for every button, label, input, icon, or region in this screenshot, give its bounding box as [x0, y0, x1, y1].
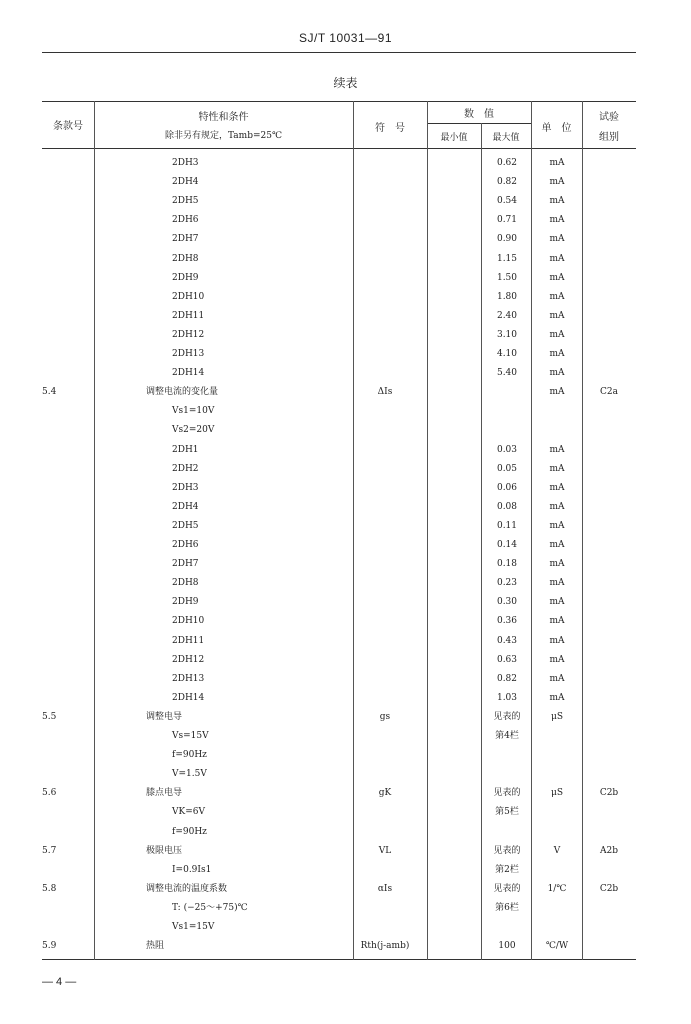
device-type: 2DH4: [172, 177, 199, 188]
max-value: 0.43: [496, 635, 518, 646]
unit-cell: mA: [549, 368, 565, 379]
device-type: 2DH10: [172, 616, 205, 627]
unit-cell: mA: [549, 177, 565, 188]
device-type: 2DH9: [172, 597, 199, 608]
characteristic-name: 调整电流的变化量: [146, 387, 219, 398]
max-value: 0.06: [496, 482, 518, 493]
col-divider-min: [481, 123, 482, 960]
header-group-line2: 组别: [599, 132, 619, 143]
device-type: 2DH5: [172, 196, 199, 207]
unit-cell: V: [553, 845, 561, 856]
max-value: 4.10: [496, 349, 518, 359]
unit-cell: mA: [549, 540, 565, 550]
header-min: 最小值: [440, 133, 468, 143]
unit-cell: mA: [549, 616, 565, 627]
condition-text: Vs=15V: [172, 731, 209, 741]
characteristic-name: 膝点电导: [146, 788, 183, 799]
document-code: SJ/T 10031—91: [298, 31, 392, 45]
max-value: 见表的: [493, 788, 521, 799]
clause-number: 5.6: [42, 788, 57, 799]
device-type: 2DH7: [172, 559, 199, 570]
max-value: 0.71: [496, 215, 518, 226]
device-type: 2DH12: [172, 654, 205, 665]
device-type: 2DH6: [172, 215, 199, 226]
page-number: — 4 —: [42, 976, 77, 988]
unit-cell: mA: [549, 253, 565, 264]
max-value: 0.05: [496, 463, 518, 474]
unit-cell: mA: [549, 158, 565, 168]
unit-cell: mA: [549, 692, 565, 703]
max-value: 0.36: [496, 616, 518, 627]
header-symbol: 符 号: [375, 123, 405, 134]
header-clause: 条款号: [53, 121, 83, 132]
header-unit: 单 位: [541, 123, 572, 134]
max-value: 0.03: [496, 444, 518, 455]
clause-number: 5.5: [42, 711, 57, 722]
max-value: 1.50: [496, 272, 518, 283]
device-type: 2DH13: [172, 349, 205, 359]
unit-cell: mA: [549, 501, 565, 512]
value-sub-rule: [427, 123, 531, 124]
condition-text: I=0.9Is1: [172, 864, 212, 875]
clause-number: 5.4: [42, 387, 57, 398]
max-value: 第4栏: [495, 731, 519, 741]
unit-cell: ℃/W: [545, 941, 569, 952]
max-value: 0.30: [496, 597, 518, 608]
header-rule: [42, 52, 636, 53]
col-divider-unit: [582, 101, 583, 960]
max-value: 3.10: [496, 329, 518, 340]
header-value: 数 值: [464, 109, 494, 120]
test-group: C2b: [599, 883, 619, 894]
clause-number: 5.7: [42, 845, 57, 856]
max-value: 第6栏: [495, 902, 519, 913]
unit-cell: mA: [549, 234, 565, 245]
max-value: 0.82: [496, 177, 518, 188]
max-value: 0.11: [496, 520, 518, 531]
max-value: 0.08: [496, 501, 518, 512]
device-type: 2DH12: [172, 329, 205, 340]
header-bottom-rule: [42, 148, 636, 149]
unit-cell: mA: [549, 196, 565, 207]
test-group: A2b: [600, 845, 618, 856]
device-type: 2DH4: [172, 501, 199, 512]
condition-text: Vs1=15V: [172, 922, 215, 932]
device-type: 2DH7: [172, 234, 199, 245]
max-value: 0.54: [496, 196, 518, 207]
condition-text: Vs2=20V: [172, 425, 215, 436]
device-type: 2DH10: [172, 291, 205, 302]
unit-cell: μS: [550, 711, 563, 722]
unit-cell: 1/℃: [547, 883, 567, 894]
test-group: C2a: [600, 387, 618, 398]
max-value: 1.03: [496, 692, 518, 703]
device-type: 2DH11: [172, 635, 205, 646]
unit-cell: mA: [549, 272, 565, 283]
unit-cell: mA: [549, 310, 565, 321]
unit-cell: mA: [549, 215, 565, 226]
unit-cell: mA: [549, 329, 565, 340]
unit-cell: mA: [549, 654, 565, 665]
header-characteristic: 特性和条件: [198, 112, 249, 123]
spec-table: [42, 101, 636, 960]
device-type: 2DH3: [172, 158, 199, 168]
clause-number: 5.9: [42, 941, 57, 952]
table-caption: 续表: [333, 76, 358, 90]
unit-cell: mA: [549, 387, 565, 398]
header-group-line1: 试验: [599, 112, 619, 123]
condition-text: f=90Hz: [172, 750, 207, 761]
device-type: 2DH14: [172, 692, 205, 703]
unit-cell: mA: [549, 578, 565, 589]
unit-cell: mA: [549, 559, 565, 570]
characteristic-name: 调整电导: [146, 711, 183, 722]
unit-cell: mA: [549, 444, 565, 455]
device-type: 2DH11: [172, 310, 205, 321]
col-divider-max: [531, 101, 532, 960]
max-value: 1.15: [496, 253, 518, 264]
unit-cell: mA: [549, 482, 565, 493]
symbol-cell: gK: [378, 788, 392, 799]
max-value: 见表的: [493, 883, 521, 894]
unit-cell: mA: [549, 673, 565, 684]
characteristic-name: 极限电压: [146, 845, 183, 856]
symbol-cell: αIs: [377, 883, 393, 894]
characteristic-name: 调整电流的温度系数: [146, 883, 228, 894]
symbol-cell: Rth(j-amb): [360, 941, 410, 952]
max-value: 0.63: [496, 654, 518, 665]
header-max: 最大值: [492, 133, 520, 143]
max-value: 2.40: [496, 310, 518, 321]
max-value: 第2栏: [495, 864, 519, 875]
device-type: 2DH14: [172, 368, 205, 379]
symbol-cell: VL: [378, 845, 392, 856]
condition-text: f=90Hz: [172, 826, 207, 837]
table-top-rule: [42, 101, 636, 102]
unit-cell: μS: [550, 788, 563, 799]
max-value: 1.80: [496, 291, 518, 302]
device-type: 2DH3: [172, 482, 199, 493]
condition-text: T: (−25～+75)℃: [172, 902, 248, 913]
test-group: C2b: [599, 788, 619, 799]
col-divider-clause: [94, 101, 95, 960]
max-value: 100: [498, 941, 516, 952]
unit-cell: mA: [549, 635, 565, 646]
header-condition-note: 除非另有规定，Tamb=25℃: [164, 131, 283, 141]
condition-text: V=1.5V: [172, 769, 207, 780]
max-value: 0.90: [496, 234, 518, 245]
symbol-cell: gs: [379, 711, 391, 722]
unit-cell: mA: [549, 291, 565, 302]
max-value: 0.82: [496, 673, 518, 684]
device-type: 2DH9: [172, 272, 199, 283]
max-value: 见表的: [493, 845, 521, 856]
characteristic-name: 热阻: [146, 941, 165, 952]
max-value: 第5栏: [495, 807, 519, 818]
condition-text: Vs1=10V: [172, 406, 215, 417]
device-type: 2DH13: [172, 673, 205, 684]
device-type: 2DH8: [172, 253, 199, 264]
max-value: 0.62: [496, 158, 518, 168]
col-divider-symbol: [427, 101, 428, 960]
max-value: 0.18: [496, 559, 518, 570]
max-value: 0.14: [496, 540, 518, 550]
table-bottom-rule: [42, 959, 636, 960]
max-value: 见表的: [493, 711, 521, 722]
condition-text: VK=6V: [172, 807, 205, 818]
max-value: 0.23: [496, 578, 518, 589]
unit-cell: mA: [549, 463, 565, 474]
device-type: 2DH5: [172, 520, 199, 531]
symbol-cell: ΔIs: [377, 387, 393, 398]
unit-cell: mA: [549, 597, 565, 608]
device-type: 2DH8: [172, 578, 199, 589]
device-type: 2DH6: [172, 540, 199, 550]
device-type: 2DH1: [172, 444, 199, 455]
max-value: 5.40: [496, 368, 518, 379]
col-divider-char: [353, 101, 354, 960]
unit-cell: mA: [549, 349, 565, 359]
device-type: 2DH2: [172, 463, 199, 474]
unit-cell: mA: [549, 520, 565, 531]
clause-number: 5.8: [42, 883, 57, 894]
